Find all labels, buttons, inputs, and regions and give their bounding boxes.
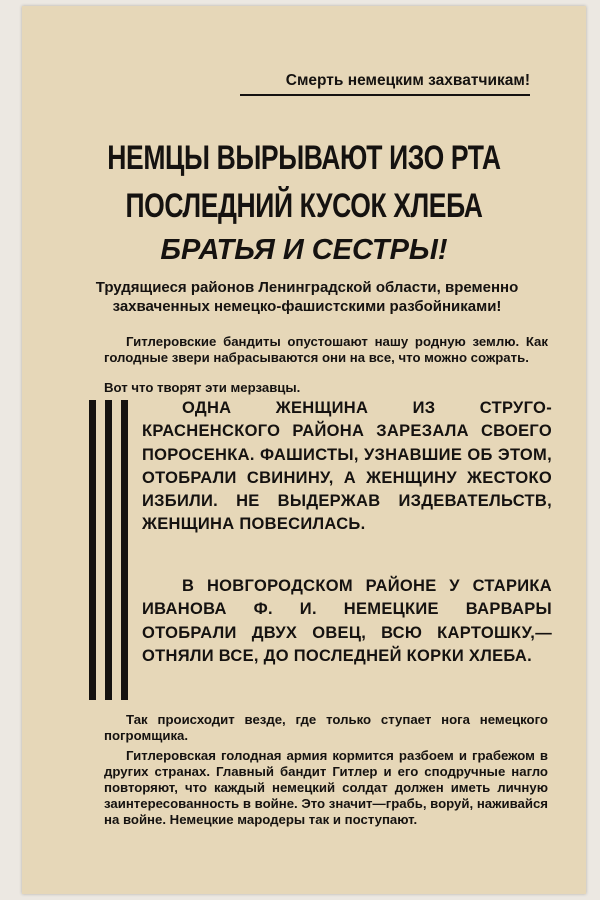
paragraph-3: Так происходит везде, где только ступает нога немецкого погромщика. xyxy=(104,712,548,743)
bar-2 xyxy=(105,400,112,700)
bar-1 xyxy=(89,400,96,700)
leaflet-sheet xyxy=(22,6,586,894)
bar-3 xyxy=(121,400,128,700)
paragraph-4: Гитлеровская голодная армия кормится разбоем и грабежом в других странах. Главный бандит Гитлер и его сподручные нагло повторяют, что каждый немецкий солдат должен иметь личную заинтересованность в войне. Это значит—грабь, воруй, наживайся на войне. Немецкие мародеры так и поступают. xyxy=(104,748,548,827)
address-text: Трудящиеся районов Ленинградской области, временно захваченных немецко-фашистскими разбойниками! xyxy=(95,279,519,315)
paragraph-1: Гитлеровские бандиты опустошают нашу родную землю. Как голодные звери набрасываются они на все, что можно сожрать. xyxy=(104,334,548,365)
paragraph-2: Вот что творят эти мерзавцы. xyxy=(104,380,301,395)
headline-line-1: НЕМЦЫ ВЫРЫВАЮТ ИЗО РТА xyxy=(107,139,501,177)
headline-line-2: ПОСЛЕДНИЙ КУСОК ХЛЕБА xyxy=(125,187,483,225)
headline xyxy=(84,134,524,230)
story-1: ОДНА ЖЕНЩИНА ИЗ СТРУГО-КРАСНЕНСКОГО РАЙОНА ЗАРЕЗАЛА СВОЕГО ПОРОСЕНКА. ФАШИСТЫ, УЗНАВШИЕ ОБ ЭТОМ, ОТОБРАЛИ СВИНИНУ, А ЖЕНЩИНУ ЖЕСТОКО ИЗБИЛИ. НЕ ВЫДЕРЖАВ ИЗДЕВАТЕЛЬСТВ, ЖЕНЩИНА ПОВЕСИЛАСЬ. xyxy=(142,399,552,534)
story-2: В НОВГОРОДСКОМ РАЙОНЕ У СТАРИКА ИВАНОВА Ф. И. НЕМЕЦКИЕ ВАРВАРЫ ОТОБРАЛИ ДВУХ ОВЕЦ, ВСЮ КАРТОШКУ,— ОТНЯЛИ ВСЕ, ДО ПОСЛЕДНЕЙ КОРКИ ХЛЕБА. xyxy=(142,577,552,665)
salutation: БРАТЬЯ И СЕСТРЫ! xyxy=(160,234,448,266)
slogan: Смерть немецким захватчикам! xyxy=(240,72,530,96)
